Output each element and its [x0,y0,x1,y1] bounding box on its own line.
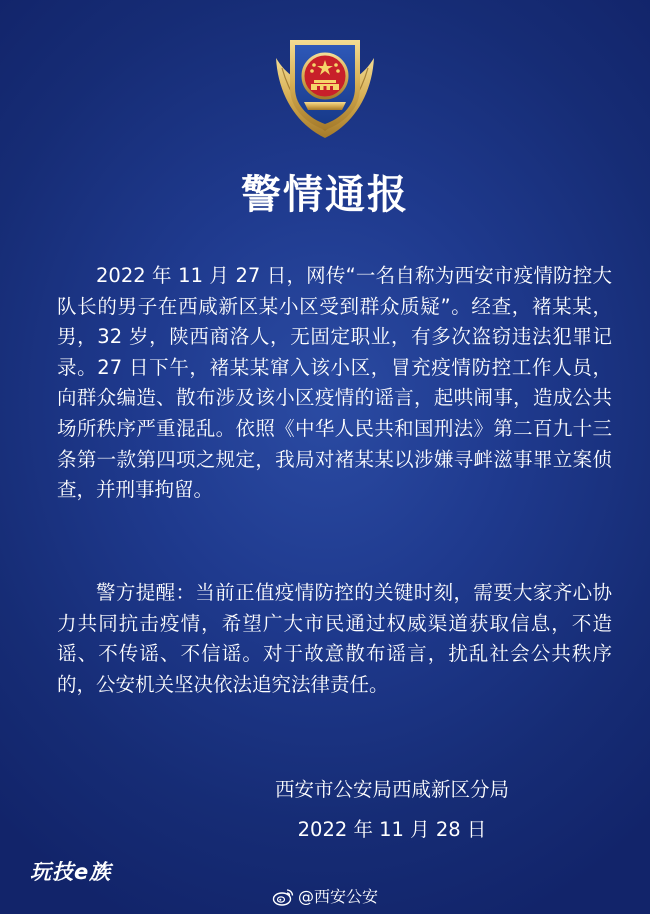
police-reminder-paragraph: 警方提醒：当前正值疫情防控的关键时刻，需要大家齐心协力共同抗击疫情，希望广大市民通过权威渠道获取信息，不造谣、不传谣、不信谣。对于故意散布谣言，扰乱社会公共秩序的，公安机关坚决依法追究法律责任。 [57,581,612,696]
weibo-account-label: @西安公安 [298,887,379,906]
police-emblem-icon [268,34,382,140]
report-paragraph: 2022 年 11 月 27 日，网传“一名自称为西安市疫情防控大队长的男子在西咸新区某小区受到群众质疑”。经查，褚某某，男，32 岁，陕西商洛人，无固定职业，有多次盗窃违法犯罪记录。27 日下午，褚某某窜入该小区，冒充疫情防控工作人员，向群众编造、散布涉及该小区疫情的谣言，起哄闹事，造成公共场所秩序严重混乱。依照《中华人民共和国刑法》第二百九十三条第一款第四项之规定，我局对褚某某以涉嫌寻衅滋事罪立案侦查，并刑事拘留。 [57,264,612,502]
weibo-icon [272,888,294,906]
weibo-watermark [272,885,378,909]
watermark-logo-text: 玩技e族 [30,860,112,884]
issuing-organization: 西安市公安局西咸新区分局 [274,778,509,801]
page-title: 警情通报 [241,171,409,218]
issue-date: 2022 年 11 月 28 日 [297,818,487,841]
